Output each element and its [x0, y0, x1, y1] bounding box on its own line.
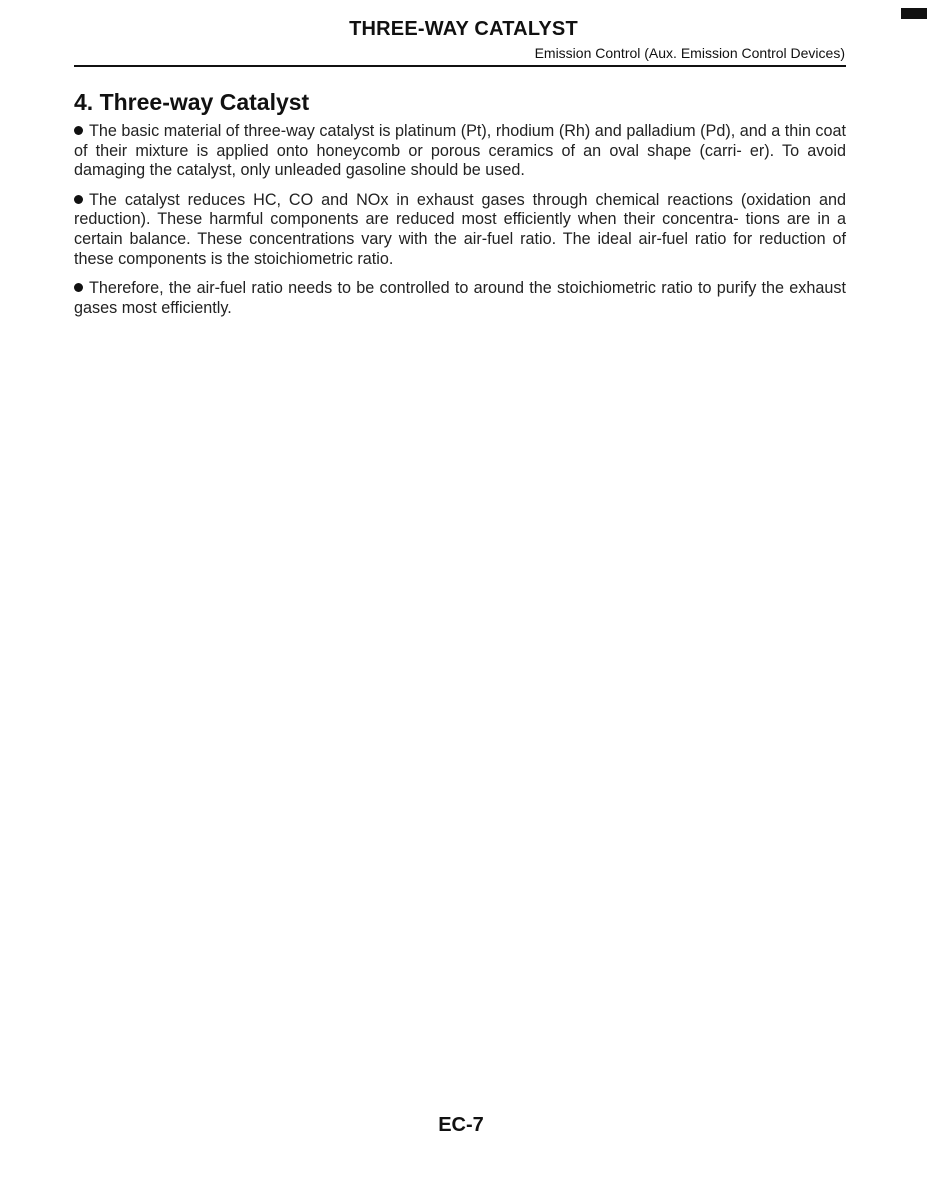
- paragraph-text: Therefore, the air-fuel ratio needs to be controlled to around the stoichiometric ratio to purify the exhaust gases most efficiently.: [74, 279, 846, 317]
- page-header-subtitle: Emission Control (Aux. Emission Control Devices): [534, 45, 845, 61]
- page-header-title: THREE-WAY CATALYST: [349, 18, 578, 40]
- page-number: EC-7: [438, 1114, 484, 1136]
- bullet-paragraph-1: [74, 122, 846, 181]
- bullet-icon: [74, 283, 83, 292]
- paragraph-text: The basic material of three-way catalyst is platinum (Pt), rhodium (Rh) and palladium (Pd), and a thin coat of their mixture is applied onto honeycomb or porous ceramics of an oval shape (carri- er). To avoid damaging the catalyst, only unleaded gasoline should be used.: [74, 122, 846, 180]
- section-heading: 4. Three-way Catalyst: [74, 89, 310, 115]
- bullet-icon: [74, 126, 83, 135]
- bullet-paragraph-2: [74, 191, 846, 269]
- header-divider: [74, 65, 846, 67]
- bullet-paragraph-3: [74, 279, 846, 318]
- section-body: [74, 122, 846, 328]
- bullet-icon: [74, 195, 83, 204]
- paragraph-text: The catalyst reduces HC, CO and NOx in exhaust gases through chemical reactions (oxidation and reduction). These harmful components are reduced most efficiently when their concentra- tions are in a certain balance. These concentrations vary with the air-fuel ratio. The ideal air-fuel ratio for reduction of these components is the stoichiometric ratio.: [74, 190, 846, 268]
